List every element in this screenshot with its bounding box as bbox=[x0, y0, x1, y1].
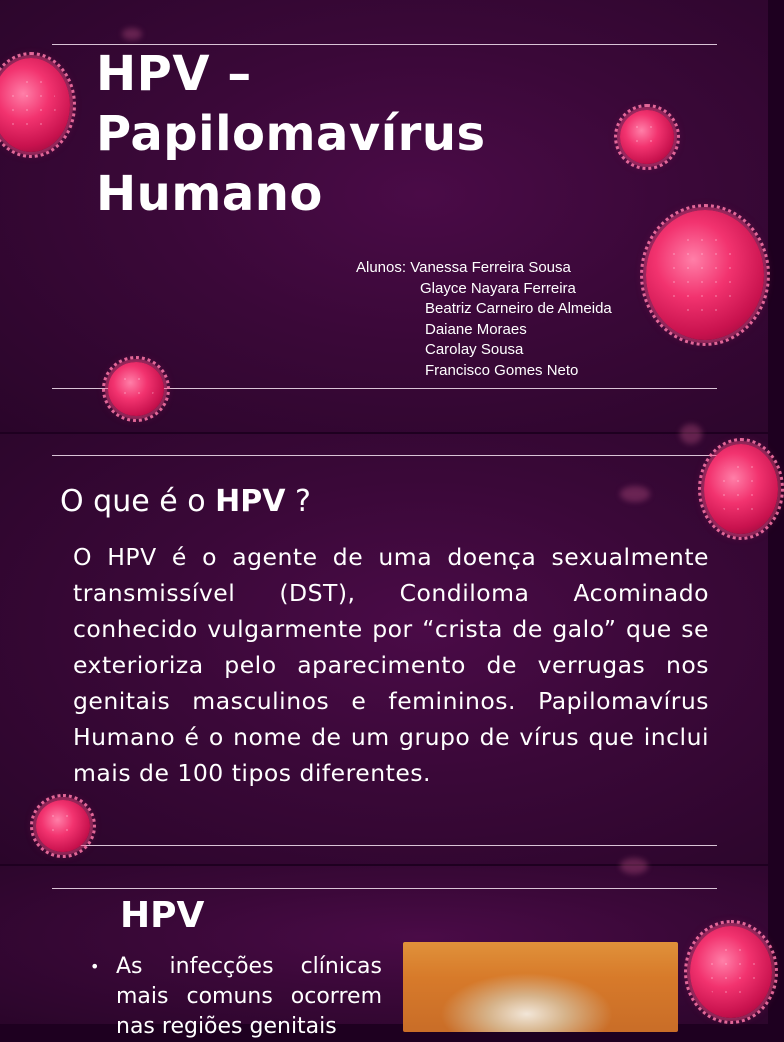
virus-image bbox=[620, 110, 674, 164]
bullet-item: • As infecções clínicas mais comuns ocorrem nas regiões genitais bbox=[88, 952, 382, 1042]
title-line: Papilomavírus bbox=[96, 106, 486, 162]
title-bold: HPV bbox=[215, 484, 286, 519]
student-name: Daiane Moraes bbox=[425, 320, 527, 338]
presentation-title bbox=[96, 44, 616, 224]
blurred-particle bbox=[620, 486, 650, 502]
hpv-slide bbox=[0, 866, 768, 1039]
virus-image bbox=[0, 58, 70, 152]
title-line: Humano bbox=[96, 166, 323, 222]
student-name: Glayce Nayara Ferreira bbox=[420, 279, 576, 297]
blurred-particle bbox=[620, 858, 648, 874]
title-line: HPV – bbox=[96, 46, 252, 102]
virus-image bbox=[36, 800, 90, 852]
student-name: Carolay Sousa bbox=[425, 341, 524, 358]
student-name: Vanessa Ferreira Sousa bbox=[410, 259, 571, 276]
bottom-rule bbox=[52, 845, 717, 846]
virus-image bbox=[108, 362, 164, 416]
student-list bbox=[356, 258, 612, 381]
student-name: Francisco Gomes Neto bbox=[425, 361, 579, 379]
title-suffix: ? bbox=[294, 484, 311, 519]
definition-slide bbox=[0, 434, 768, 864]
clinical-photo bbox=[403, 942, 678, 1032]
bullet-list bbox=[88, 952, 382, 1042]
section-title: HPV bbox=[120, 895, 205, 936]
title-prefix: O que é o bbox=[60, 484, 206, 519]
blurred-particle bbox=[122, 28, 142, 40]
virus-image bbox=[646, 210, 764, 340]
definition-text: O HPV é o agente de uma doença sexualmente transmissível (DST), Condiloma Acominado conhecido vulgarmente por “crista de galo” que se exterioriza pelo aparecimento de verrugas nos genitais masculinos e femininos. Papilomavírus Humano é o nome de um grupo de vírus que inclui mais de 100 tipos diferentes. bbox=[73, 543, 709, 787]
top-rule bbox=[52, 888, 717, 889]
blurred-particle bbox=[680, 424, 702, 444]
title-slide bbox=[0, 0, 768, 432]
virus-image bbox=[690, 926, 772, 1018]
students-label: Alunos: bbox=[356, 259, 407, 276]
student-name: Beatriz Carneiro de Almeida bbox=[425, 300, 612, 317]
top-rule bbox=[52, 455, 717, 456]
virus-image bbox=[704, 444, 778, 534]
section-title bbox=[60, 482, 311, 522]
